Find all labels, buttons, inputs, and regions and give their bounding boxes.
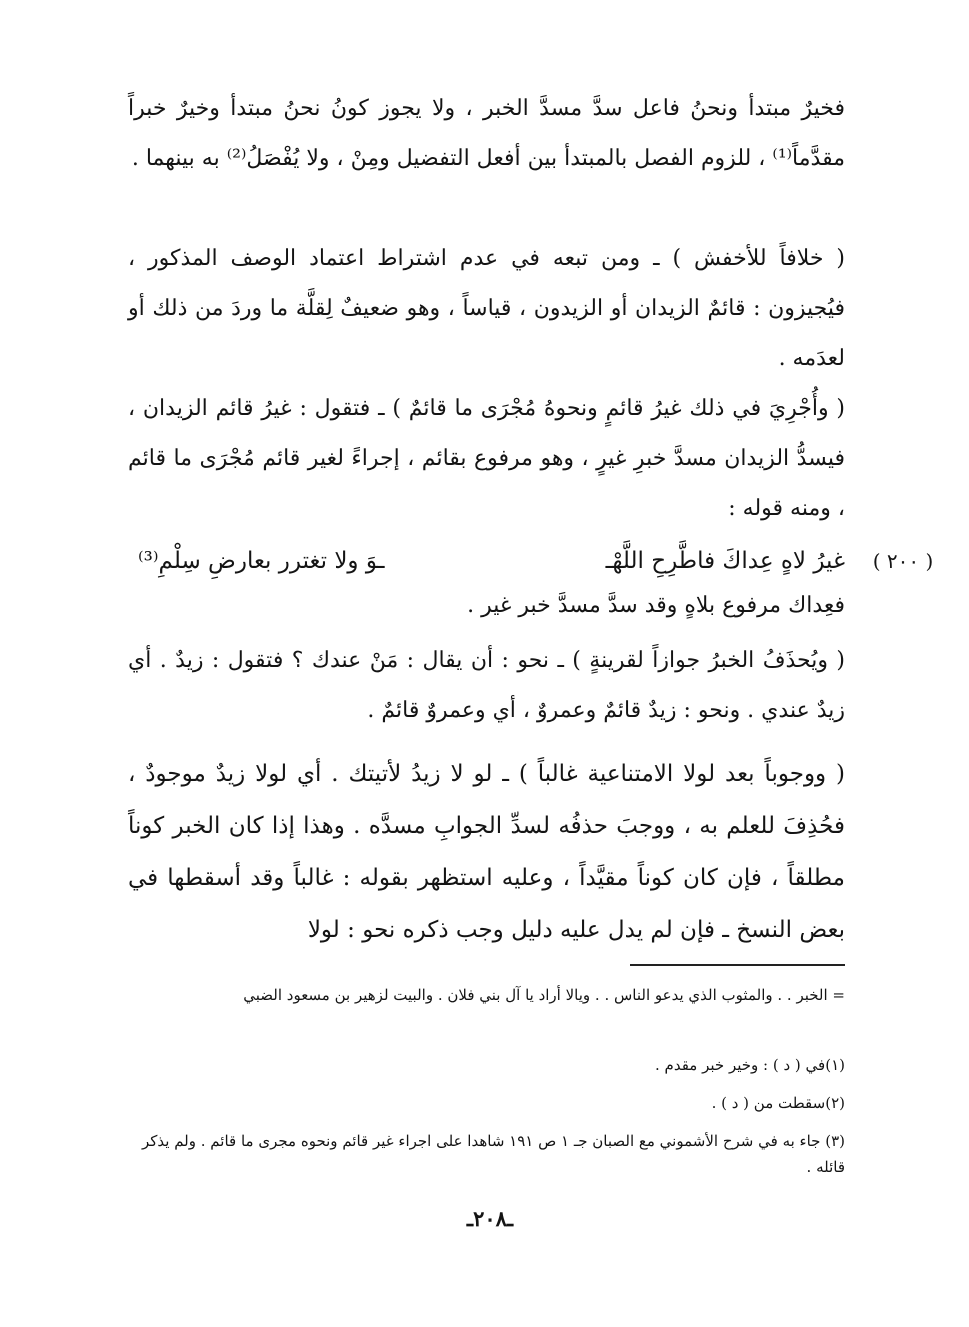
verse-line: [128, 536, 845, 586]
footnote-continuation: = الخبر . . والمثوب الذي يدعو الناس . . ويالا أراد يا آل بني فلان . والبيت لزهير بن مسعود الضبي: [243, 986, 845, 1004]
footnote-1: (١)في ( د ) : وخير خبر مقدم .: [655, 1056, 845, 1074]
verse-second-hemistich: ـوَ ولا تغترر بعارضِ سِلْمِ⁽³⁾: [138, 548, 385, 574]
footnote-2: (٢)سقطت من ( د ) .: [711, 1094, 845, 1112]
verse-first-hemistich: غيرُ لاهٍ عِداكَ فاطَّرِحِ اللَّهْـ: [605, 548, 845, 574]
body-paragraph-1: فخيرٌ مبتدأ ونحنُ فاعل سدَّ مسدَّ الخبر ، ولا يجوز كونُ نحنُ مبتدأ وخيرٌ خبراً مقدَّماً⁽¹⁾ ، للزوم الفصل بالمبتدأ بين أفعل التفضيل ومِنْ ، ولا يُفْصَلُ⁽²⁾ به بينهما .: [128, 96, 845, 171]
verse-commentary: فعِداك مرفوع بلاهٍ وقد سدَّ مسدَّ خبر غير .: [467, 593, 845, 618]
body-paragraph-3: ( وأُجْرِيَ في ذلك غيرُ قائمٍ ونحوهُ مُجْرَى ما قائمٌ ) ـ فتقول : غيرُ قائم الزيدان ، فيسدُّ الزيدان مسدَّ خبرِ غيرٍ ، وهو مرفوع بقائم ، إجراءً لغير قائم مُجْرَى ما قائم ، ومنه قوله :: [128, 396, 846, 521]
verse-number: ( ٢٠٠ ): [872, 549, 934, 573]
footnote-3: (٣) جاء به في شرح الأشموني مع الصبان جـ ١ ص ١٩١ شاهدا على اجراء غير قائم ونحوه مجرى ما قائم . ولم يذكر قائله .: [141, 1132, 845, 1176]
page-number: ـ٢٠٨ـ: [466, 1206, 514, 1231]
footnote-divider: [630, 964, 845, 966]
body-paragraph-5: ( ووجوباً بعد لولا الامتناعية غالباً ) ـ لو لا زيدُ لأتيتك . أي لولا زيدٌ موجودٌ ، فحُذِفَ للعلم به ، ووجبَ حذفُه لسدِّ الجوابِ مسدَّه . وهذا إذا كان الخبر كوناً مطلقاً ، فإن كان كوناً مقيَّداً ، وعليه استظهر بقوله : غالباً وقد أسقطها في بعض النسخ ـ فإن لم يدل عليه دليل وجب ذكره نحو : لولا: [128, 761, 845, 943]
body-paragraph-2: ( خلافاً للأخفش ) ـ ومن تبعه في عدم اشتراط اعتماد الوصف المذكور ، فيُجيزون : قائمٌ الزيدان أو الزيدون ، قياساً ، وهو ضعيفٌ لِقلَّة ما وردَ من ذلك أو لعدَمه .: [128, 246, 845, 371]
body-paragraph-4: ( ويُحذَفُ الخبرُ جوازاً لقرينةٍ ) ـ نحو : أن يقال : مَنْ عندك ؟ فتقول : زيدٌ . أي زيدٌ عندي . ونحو : زيدٌ قائمٌ وعمروٌ ، أي وعمروٌ قائمٌ .: [128, 648, 845, 723]
